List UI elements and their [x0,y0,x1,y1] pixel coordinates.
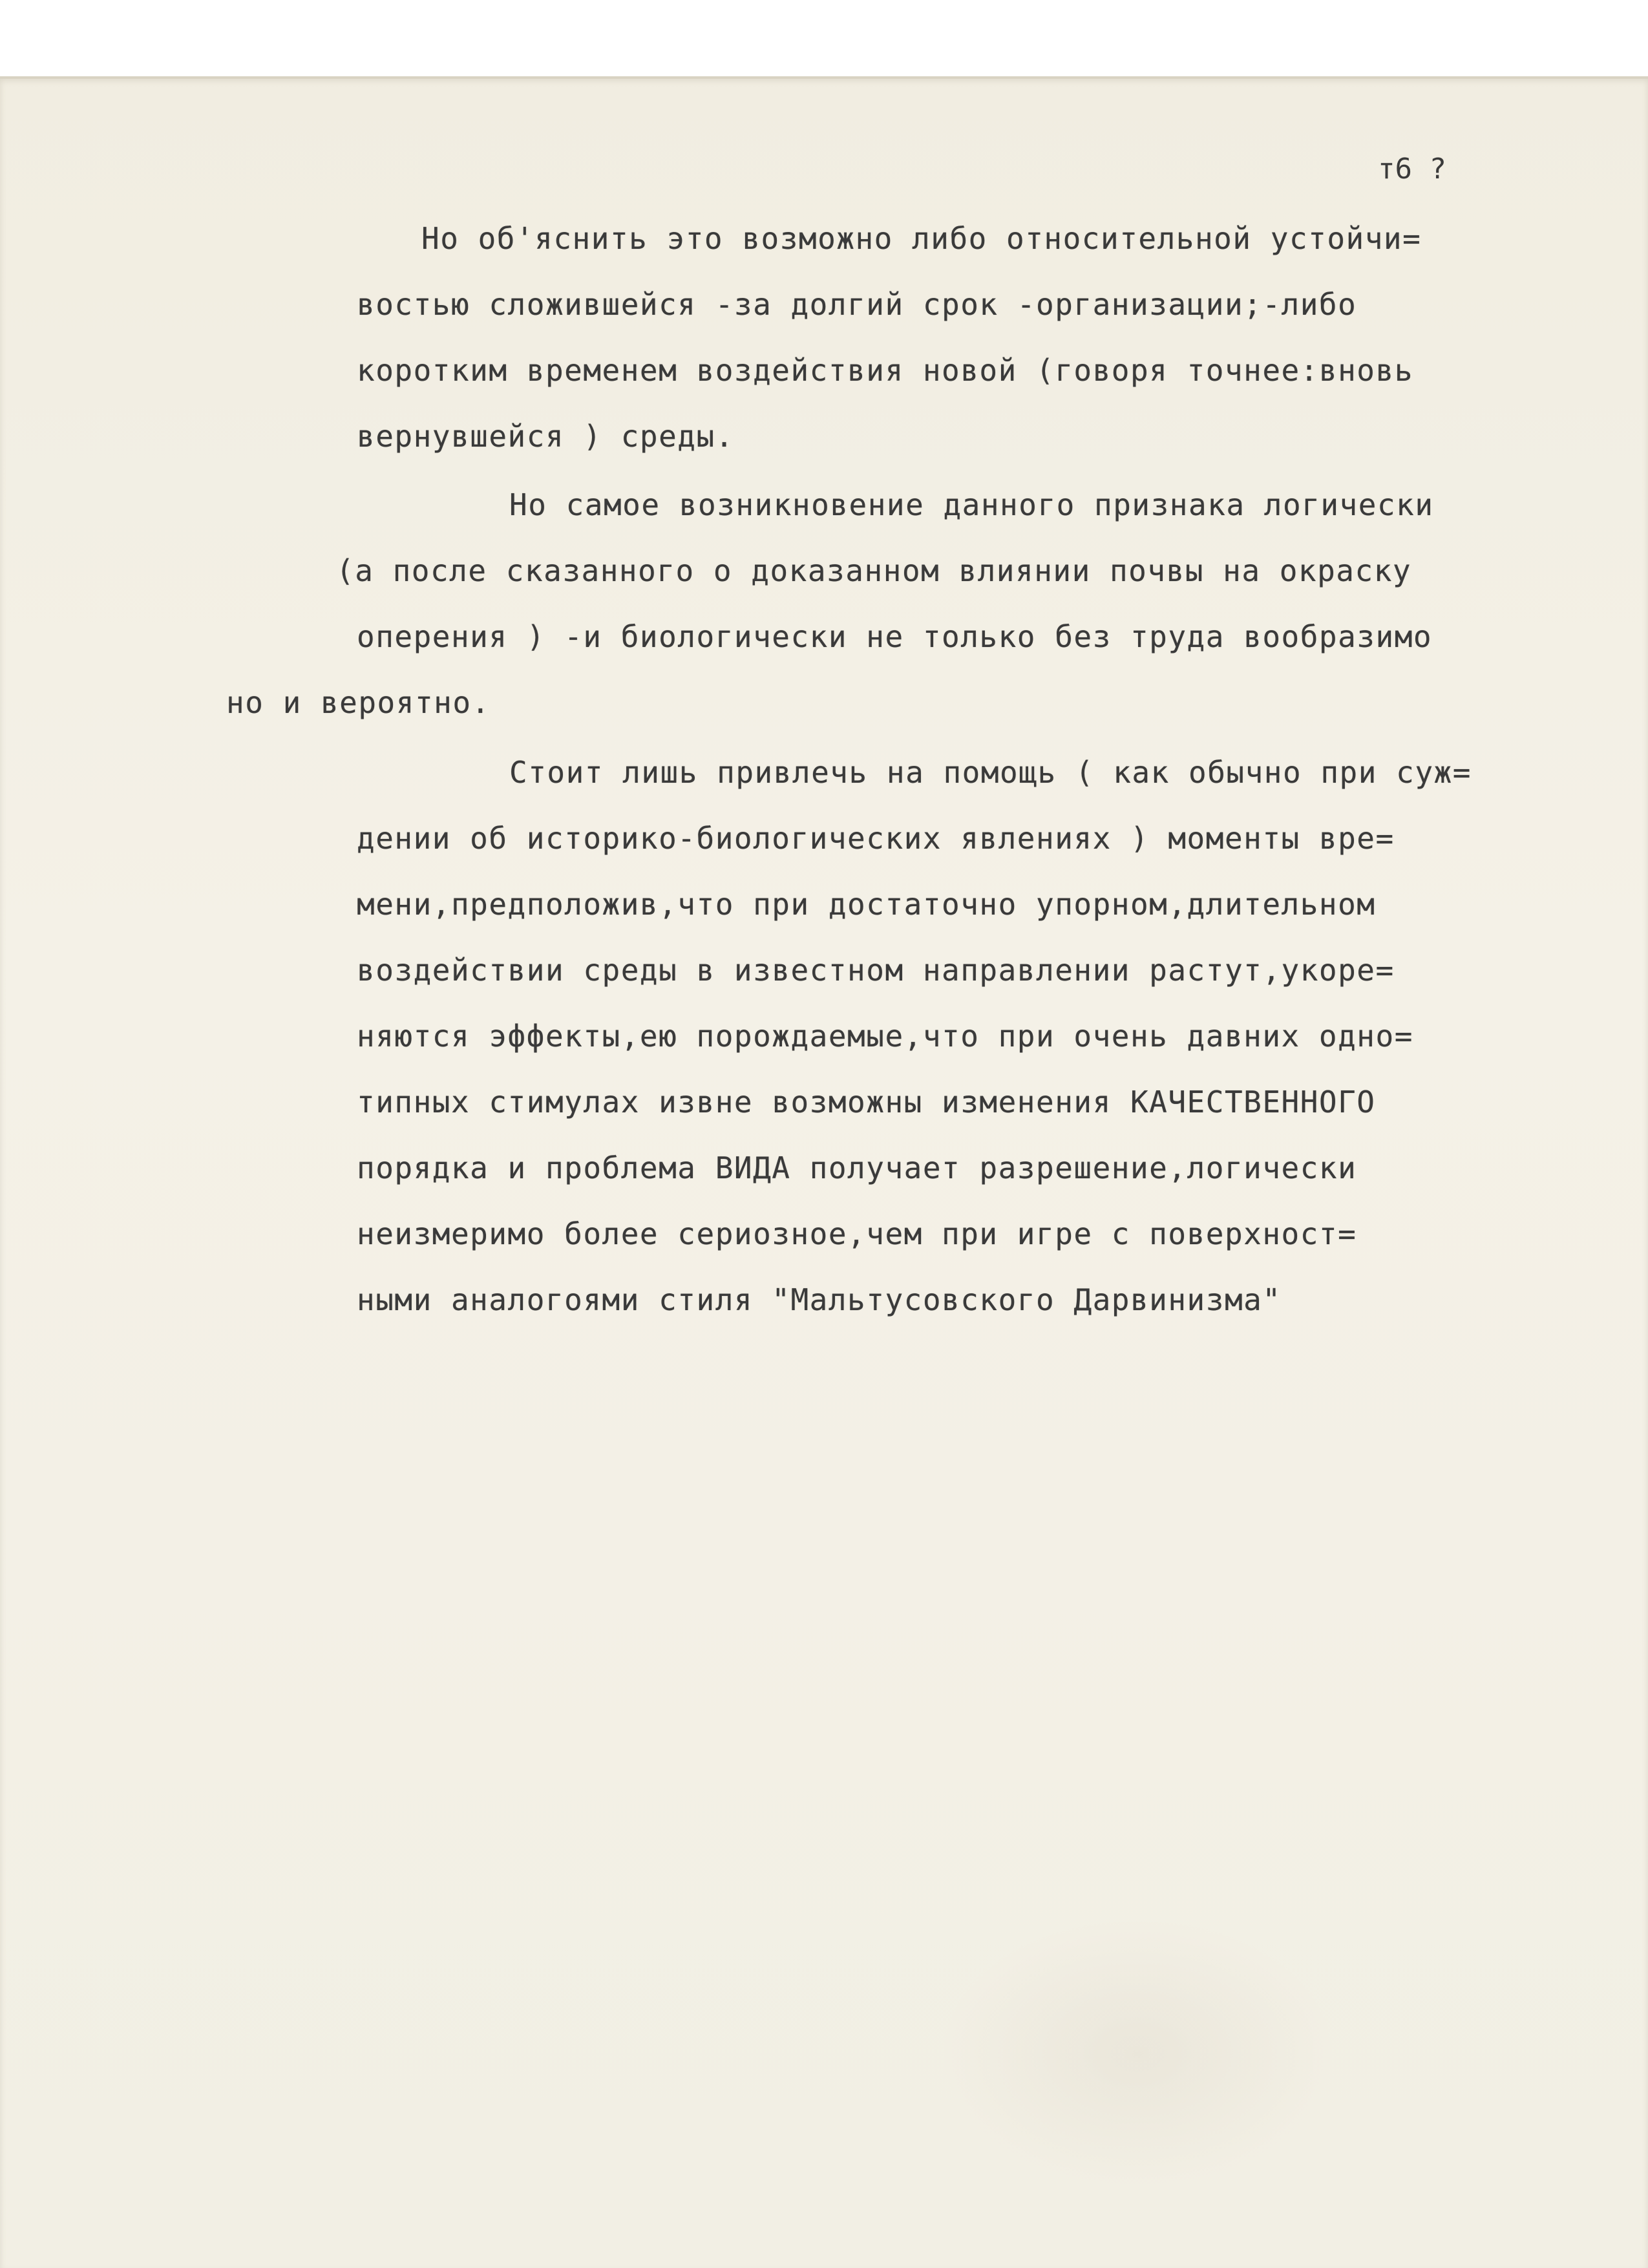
text-line-13: няются эффекты,ею порождаемые,что при очень давних одно= [357,1019,1413,1054]
text-line-16: неизмеримо более сериозное,чем при игре с поверхност= [357,1216,1357,1251]
text-line-9: Стоит лишь привлечь на помощь ( как обычно при суж= [509,755,1472,790]
text-line-17: ными аналогоями стиля "Мальтусовского Дарвинизма" [357,1282,1282,1317]
text-line-14: типных стимулах извне возможны изменения КАЧЕСТВЕННОГО [357,1085,1376,1119]
text-line-8: но и вероятно. [226,685,491,720]
text-line-15: порядка и проблема ВИДА получает разрешение,логически [357,1150,1357,1185]
text-line-6: (а после сказанного о доказанном влиянии почвы на окраску [336,553,1412,588]
text-line-11: мени,предположив,что при достаточно упорном,длительном [357,887,1376,922]
text-line-5: Но самое возникновение данного признака логически [509,487,1434,522]
text-line-2: востью сложившейся -за долгий срок -организации;-либо [357,287,1357,322]
text-line-12: воздействии среды в известном направлении растут,укоре= [357,953,1395,988]
text-line-7: оперения ) -и биологически не только без труда вообразимо [357,619,1433,654]
paper-stain [937,1918,1338,2190]
text-line-4: вернувшейся ) среды. [357,419,734,454]
text-line-3: коротким временем воздействия новой (говоря точнее:вновь [357,353,1413,388]
page-number: т6 ? [1378,153,1446,185]
text-line-10: дении об историко-биологических явлениях ) моменты вре= [357,821,1395,856]
text-line-1: Но об'яснить это возможно либо относительной устойчи= [421,221,1422,256]
paper-top-edge [0,76,1648,79]
